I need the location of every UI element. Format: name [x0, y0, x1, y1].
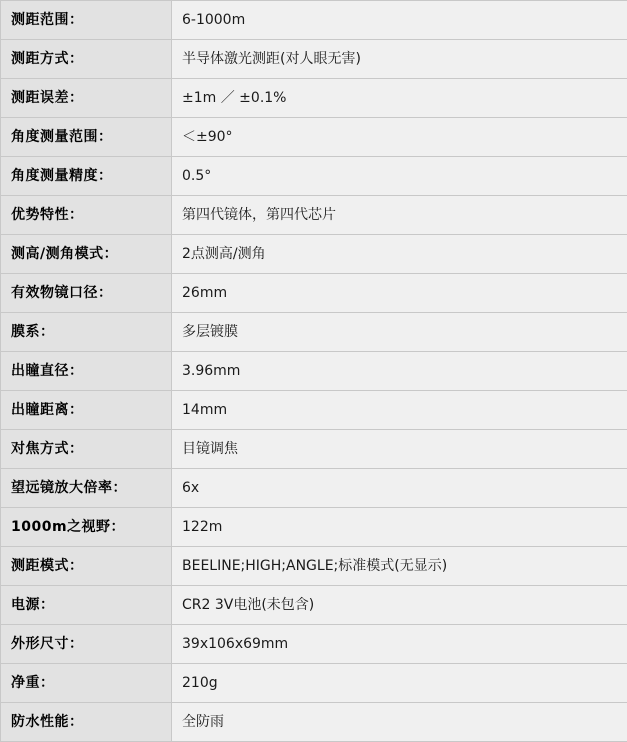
table-row: [1, 157, 627, 196]
table-row: [1, 196, 627, 235]
table-row: [1, 469, 627, 508]
spec-value: 122m: [172, 508, 627, 547]
spec-label: 优势特性：: [1, 196, 172, 235]
table-row: [1, 625, 627, 664]
table-row: [1, 391, 627, 430]
spec-label: 1000m之视野：: [1, 508, 172, 547]
spec-label: 望远镜放大倍率：: [1, 469, 172, 508]
spec-label: 测距范围：: [1, 1, 172, 40]
spec-label: 防水性能：: [1, 703, 172, 742]
spec-value: 2点测高/测角: [172, 235, 627, 274]
spec-value: 14mm: [172, 391, 627, 430]
spec-label: 角度测量范围：: [1, 118, 172, 157]
spec-value: 210g: [172, 664, 627, 703]
spec-label: 有效物镜口径：: [1, 274, 172, 313]
spec-label: 测高/测角模式：: [1, 235, 172, 274]
spec-label: 测距方式：: [1, 40, 172, 79]
spec-value: 3.96mm: [172, 352, 627, 391]
table-row: [1, 664, 627, 703]
table-row: [1, 547, 627, 586]
spec-value: ±1m ／ ±0.1%: [172, 79, 627, 118]
table-row: [1, 313, 627, 352]
table-row: [1, 430, 627, 469]
spec-value: 目镜调焦: [172, 430, 627, 469]
spec-value: 第四代镜体，第四代芯片: [172, 196, 627, 235]
table-row: [1, 1, 627, 40]
spec-value: 0.5°: [172, 157, 627, 196]
table-row: [1, 40, 627, 79]
specifications-table-body: [1, 1, 627, 742]
spec-label: 测距误差：: [1, 79, 172, 118]
spec-value: 全防雨: [172, 703, 627, 742]
spec-value: ＜±90°: [172, 118, 627, 157]
table-row: [1, 352, 627, 391]
spec-label: 电源：: [1, 586, 172, 625]
spec-value: 6x: [172, 469, 627, 508]
table-row: [1, 274, 627, 313]
spec-value: 半导体激光测距(对人眼无害): [172, 40, 627, 79]
table-row: [1, 235, 627, 274]
spec-label: 测距模式：: [1, 547, 172, 586]
table-row: [1, 586, 627, 625]
spec-value: 26mm: [172, 274, 627, 313]
table-row: [1, 703, 627, 742]
spec-label: 外形尺寸：: [1, 625, 172, 664]
spec-value: BEELINE;HIGH;ANGLE;标准模式(无显示): [172, 547, 627, 586]
spec-value: 6-1000m: [172, 1, 627, 40]
spec-label: 出瞳直径：: [1, 352, 172, 391]
spec-label: 净重：: [1, 664, 172, 703]
spec-label: 出瞳距离：: [1, 391, 172, 430]
spec-value: CR2 3V电池(未包含): [172, 586, 627, 625]
spec-value: 多层镀膜: [172, 313, 627, 352]
table-row: [1, 118, 627, 157]
table-row: [1, 508, 627, 547]
table-row: [1, 79, 627, 118]
spec-value: 39x106x69mm: [172, 625, 627, 664]
spec-label: 膜系：: [1, 313, 172, 352]
spec-label: 对焦方式：: [1, 430, 172, 469]
spec-label: 角度测量精度：: [1, 157, 172, 196]
